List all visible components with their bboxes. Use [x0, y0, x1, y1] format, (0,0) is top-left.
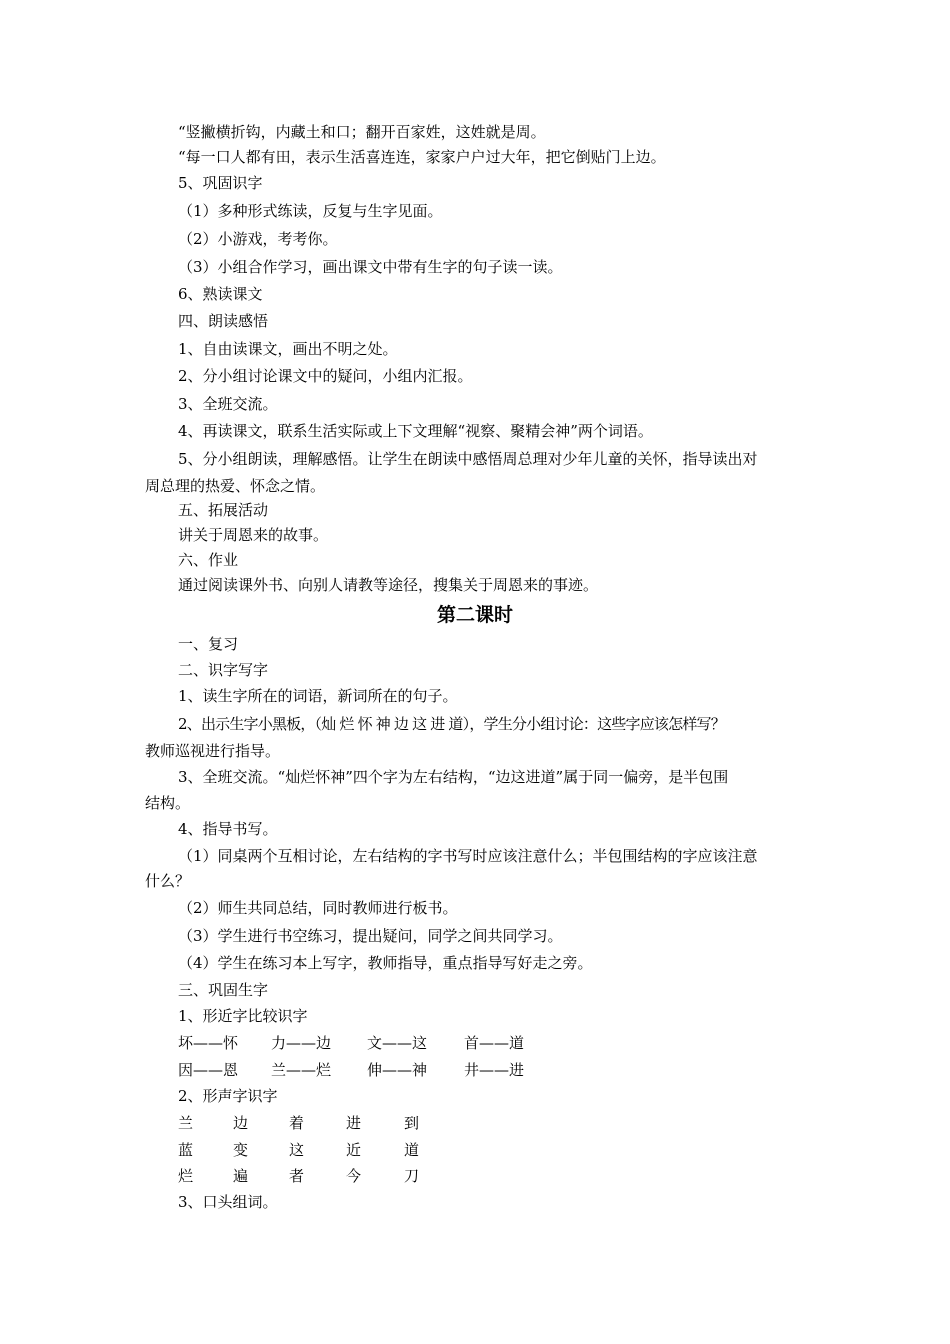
text-line: 结构。: [145, 794, 191, 812]
text-line: 六、作业: [178, 551, 239, 569]
text-line: 2、分小组讨论课文中的疑问，小组内汇报。: [178, 367, 473, 385]
text-line: 4、指导书写。: [178, 820, 278, 838]
phonetic-char: 进: [346, 1114, 362, 1132]
text-line: 4、再读课文，联系生活实际或上下文理解“视察、聚精会神”两个词语。: [178, 422, 653, 440]
text-line: （2）小游戏，考考你。: [178, 230, 338, 248]
phonetic-char: 刀: [404, 1167, 420, 1185]
similar-char-pair: 井——进: [464, 1061, 525, 1079]
text-line: 通过阅读课外书、向别人请教等途径，搜集关于周恩来的事迹。: [178, 576, 599, 594]
similar-char-pair: 因——恩: [178, 1061, 239, 1079]
text-line: “每一口人都有田，表示生活喜连连，家家户户过大年，把它倒贴门上边。: [178, 148, 666, 166]
phonetic-char: 这: [289, 1141, 305, 1159]
text-line: 1、自由读课文，画出不明之处。: [178, 340, 398, 358]
text-line: 讲关于周恩来的故事。: [178, 526, 329, 544]
similar-char-pair: 首——道: [464, 1034, 525, 1052]
text-line: 5、巩固识字: [178, 174, 263, 192]
phonetic-char: 道: [404, 1141, 420, 1159]
phonetic-char: 到: [404, 1114, 420, 1132]
text-line: 2、出示生字小黑板，（灿 烂 怀 神 边 这 进 道），学生分小组讨论：这些字应该怎样写？: [178, 715, 725, 733]
similar-char-pair: 伸——神: [367, 1061, 428, 1079]
text-line: 教师巡视进行指导。: [145, 742, 281, 760]
phonetic-char: 着: [289, 1114, 305, 1132]
phonetic-char: 蓝: [178, 1141, 194, 1159]
text-line: 3、全班交流。: [178, 395, 278, 413]
text-line: 5、分小组朗读，理解感悟。让学生在朗读中感悟周总理对少年儿童的关怀，指导读出对: [178, 450, 758, 468]
text-line: 二、识字写字: [178, 661, 269, 679]
text-line: （2）师生共同总结，同时教师进行板书。: [178, 899, 458, 917]
phonetic-char: 者: [289, 1167, 305, 1185]
text-line: 一、复习: [178, 635, 239, 653]
phonetic-char: 遍: [233, 1167, 249, 1185]
text-line: “竖撇横折钩，内藏土和口；翻开百家姓，这姓就是周。: [178, 123, 546, 141]
similar-char-pair: 兰——烂: [271, 1061, 332, 1079]
phonetic-char: 今: [346, 1167, 362, 1185]
similar-char-pair: 文——这: [367, 1034, 428, 1052]
section-title: 第二课时: [436, 604, 513, 626]
phonetic-char: 烂: [178, 1167, 194, 1185]
text-line: 1、读生字所在的词语，新词所在的句子。: [178, 687, 458, 705]
phonetic-char: 边: [233, 1114, 249, 1132]
text-line: 6、熟读课文: [178, 285, 263, 303]
text-line: 五、拓展活动: [178, 501, 269, 519]
text-line: 三、巩固生字: [178, 981, 269, 999]
text-line: 四、朗读感悟: [178, 312, 269, 330]
similar-char-pair: 力——边: [271, 1034, 332, 1052]
phonetic-char: 兰: [178, 1114, 194, 1132]
text-line: （1）同桌两个互相讨论，左右结构的字书写时应该注意什么；半包围结构的字应该注意: [178, 847, 758, 865]
text-line: 3、口头组词。: [178, 1193, 278, 1211]
text-line: 2、形声字识字: [178, 1087, 278, 1105]
text-line: （4）学生在练习本上写字，教师指导，重点指导写好走之旁。: [178, 954, 593, 972]
phonetic-char: 近: [346, 1141, 362, 1159]
phonetic-char: 变: [233, 1141, 249, 1159]
similar-char-pair: 坏——怀: [178, 1034, 239, 1052]
text-line: （3）学生进行书空练习，提出疑问，同学之间共同学习。: [178, 927, 563, 945]
text-line: （3）小组合作学习，画出课文中带有生字的句子读一读。: [178, 258, 563, 276]
text-line: 周总理的热爱、怀念之情。: [145, 477, 326, 495]
text-line: （1）多种形式练读，反复与生字见面。: [178, 202, 443, 220]
text-line: 1、形近字比较识字: [178, 1007, 308, 1025]
text-line: 什么？: [145, 872, 191, 890]
text-line: 3、全班交流。“灿烂怀神”四个字为左右结构，“边这进道”属于同一偏旁，是半包围: [178, 768, 729, 786]
